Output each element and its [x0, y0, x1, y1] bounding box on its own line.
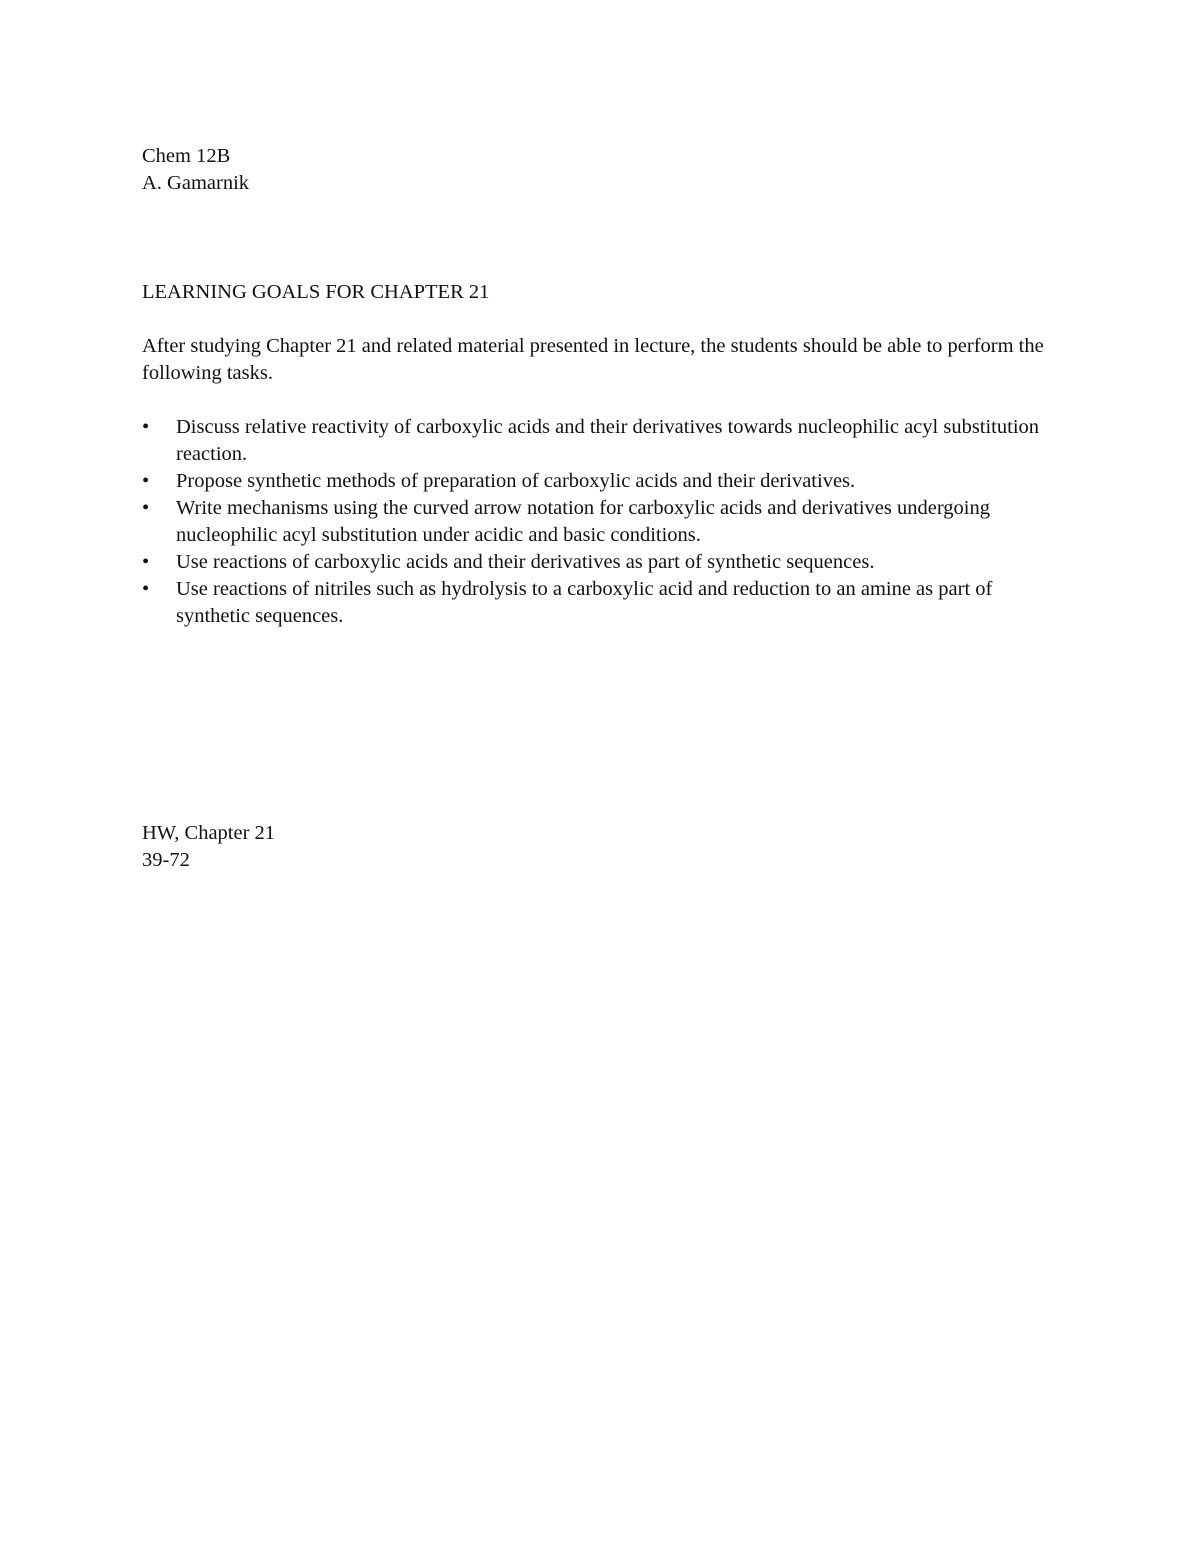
list-item: [142, 549, 1062, 576]
goal-text: Use reactions of nitriles such as hydrolysis to a carboxylic acid and reduction to an amine as part of synthetic sequences.: [176, 578, 993, 627]
goal-text: Discuss relative reactivity of carboxylic acids and their derivatives towards nucleophilic acyl substitution reaction.: [176, 416, 1040, 465]
goal-text: Use reactions of carboxylic acids and their derivatives as part of synthetic sequences.: [176, 551, 875, 573]
bullet-icon: •: [142, 416, 150, 438]
bullet-icon: •: [142, 497, 150, 519]
learning-goals-list: [142, 414, 1062, 630]
intro-paragraph: After studying Chapter 21 and related material presented in lecture, the students should be able to perform the following tasks.: [142, 335, 1044, 384]
list-item: [142, 468, 1062, 495]
bullet-icon: •: [142, 578, 150, 600]
goal-text: Propose synthetic methods of preparation of carboxylic acids and their derivatives.: [176, 470, 856, 492]
course-name: Chem 12B: [142, 145, 231, 167]
list-item: [142, 414, 1062, 468]
list-item: [142, 495, 1062, 549]
homework-problems: 39-72: [142, 849, 190, 871]
instructor-name: A. Gamarnik: [142, 172, 250, 194]
bullet-icon: •: [142, 470, 150, 492]
homework-label: HW, Chapter 21: [142, 822, 276, 844]
goal-text: Write mechanisms using the curved arrow notation for carboxylic acids and derivatives undergoing nucleophilic acyl substitution under acidic and basic conditions.: [176, 497, 990, 546]
bullet-icon: •: [142, 551, 150, 573]
page-title: LEARNING GOALS FOR CHAPTER 21: [142, 281, 490, 303]
list-item: [142, 576, 1062, 630]
